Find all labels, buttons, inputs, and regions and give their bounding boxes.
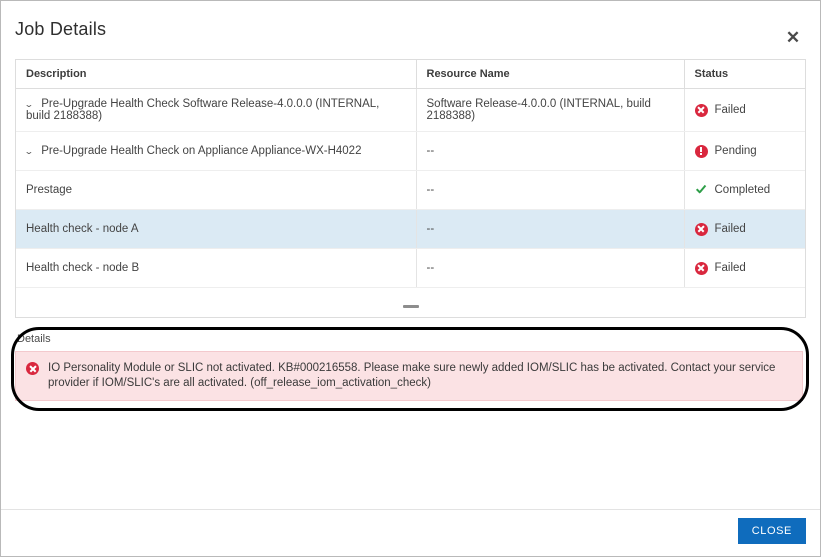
row-status-cell	[684, 89, 805, 132]
row-resource-cell: --	[416, 171, 684, 210]
error-icon	[695, 145, 708, 158]
status-badge: Failed	[714, 223, 746, 235]
chevron-down-icon[interactable]: ⌄	[23, 146, 35, 156]
column-header-description[interactable]: Description	[16, 60, 416, 89]
row-description-label: Health check - node A	[26, 223, 139, 235]
error-message-text: IO Personality Module or SLIC not activated. KB#000216558. Please make sure newly added IOM/SLIC has be activated. Contact your service provider if IOM/SLIC's are all activated. (off_release_iom_activation_check)	[48, 362, 776, 389]
row-description-label: Pre-Upgrade Health Check on Appliance Appliance-WX-H4022	[41, 145, 362, 157]
row-description-cell	[16, 171, 416, 210]
error-icon	[26, 362, 39, 375]
table-row[interactable]	[16, 210, 805, 249]
page-title: Job Details	[15, 19, 107, 39]
job-steps-table-container	[15, 59, 806, 318]
row-status-cell	[684, 249, 805, 288]
error-icon	[695, 223, 708, 236]
table-row[interactable]	[16, 249, 805, 288]
row-description-cell	[16, 210, 416, 249]
row-status-cell	[684, 210, 805, 249]
status-badge: Pending	[714, 145, 757, 157]
row-resource-cell: --	[416, 210, 684, 249]
row-resource-cell: Software Release-4.0.0.0 (INTERNAL, build 2188388)	[416, 89, 684, 132]
error-icon	[695, 104, 708, 117]
column-header-status[interactable]: Status	[684, 60, 805, 89]
panel-resize-handle[interactable]	[16, 295, 805, 313]
close-button[interactable]: CLOSE	[738, 518, 806, 544]
status-badge: Failed	[714, 262, 746, 274]
row-description-cell	[16, 249, 416, 288]
table-row[interactable]	[16, 171, 805, 210]
row-resource-cell: --	[416, 132, 684, 171]
row-description-label: Prestage	[26, 184, 73, 196]
table-row[interactable]	[16, 89, 805, 132]
close-icon[interactable]: ✕	[785, 28, 801, 47]
status-badge: Completed	[714, 184, 771, 196]
row-resource-cell: --	[416, 249, 684, 288]
column-header-resource-name[interactable]: Resource Name	[416, 60, 684, 89]
row-status-cell	[684, 132, 805, 171]
error-message-banner	[15, 351, 803, 401]
error-icon	[695, 262, 708, 275]
details-panel	[15, 331, 805, 401]
row-description-label: Health check - node B	[26, 262, 140, 274]
check-icon	[695, 184, 708, 197]
details-panel-label: Details	[17, 333, 51, 345]
row-status-cell	[684, 171, 805, 210]
table-header-row	[16, 60, 805, 89]
job-steps-table	[16, 60, 805, 288]
row-description-cell	[16, 132, 416, 171]
row-description-cell	[16, 89, 416, 132]
dialog-header	[1, 1, 820, 59]
status-badge: Failed	[714, 104, 746, 116]
dialog-footer	[1, 509, 820, 556]
chevron-down-icon[interactable]: ⌄	[23, 99, 35, 109]
row-description-label: Pre-Upgrade Health Check Software Release-4.0.0.0 (INTERNAL, build 2188388)	[26, 98, 380, 122]
table-row[interactable]	[16, 132, 805, 171]
